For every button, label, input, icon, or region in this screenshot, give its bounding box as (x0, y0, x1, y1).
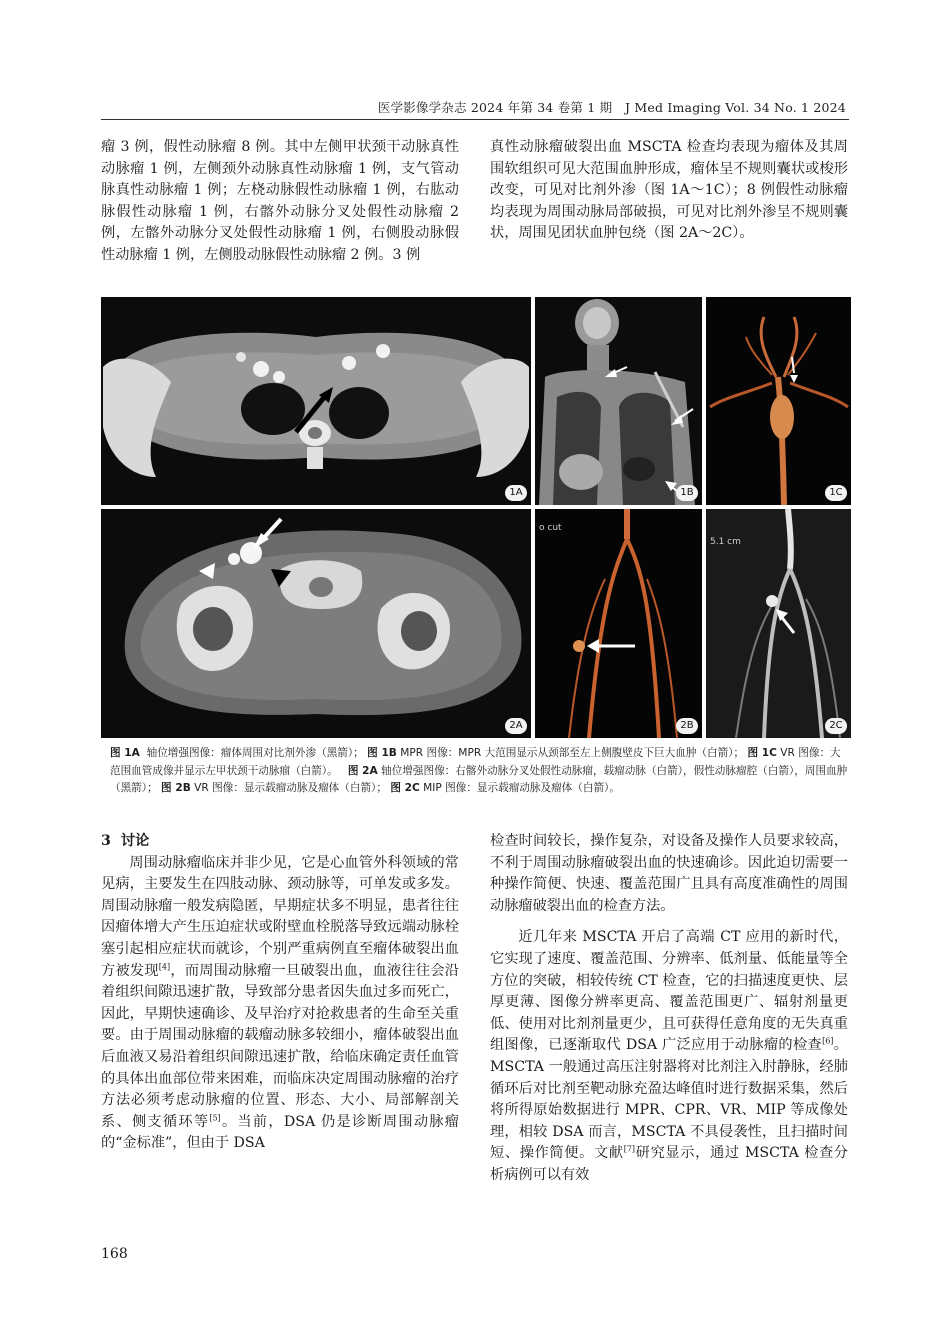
panel-1b-mpr (535, 297, 702, 505)
figure-caption (110, 745, 850, 798)
panel-label-1b: 1B (676, 485, 698, 501)
section-heading (101, 831, 459, 853)
citation: [5] (209, 1112, 221, 1122)
caption-label: 图 1A (110, 747, 140, 759)
caption-label: 图 2C (390, 782, 420, 794)
overlay-text-2b: o cut (539, 523, 562, 533)
text-run: 近几年来 MSCTA 开启了高端 CT 应用的新时代，它实现了速度、覆盖范围、分辨率、低剂量、低能量等全方位的突破，相较传统 CT 检查，它的扫描速度更快、层厚更薄、图像分辨率更高、覆盖范围更广、辐射剂量更低、使用对比剂剂量更少，且可获得任意角度的无失真重组图像，已逐渐取代 DSA 广泛应用于动脉瘤的检查 (490, 929, 848, 1054)
panel-label-1a: 1A (505, 485, 527, 501)
bottom-left-column (101, 831, 459, 1155)
text-run: 。MSCTA 一般通过高压注射器将对比剂注入肘静脉，经肺循环后对比剂至靶动脉充盈达峰值时进行数据采集，然后将所得原始数据进行 MPR、CPR、VR、MIP 等成像处理，相较 DSA 而言，MSCTA 不具侵袭性，且扫描时间短、操作简便。文献 (490, 1037, 848, 1162)
caption-text: VR 图像：大范围血管成像并显示左甲状颈干动脉瘤（白箭）。 (110, 747, 841, 777)
bottom-right-column (490, 831, 848, 1187)
text-run: ，而周围动脉瘤一旦破裂出血，血液往往会沿着组织间隙迅速扩散，导致部分患者因失血过多而死亡，因此，早期快速确诊、及早治疗对抢救患者的生命至关重要。由于周围动脉瘤的载瘤动脉多较细小，瘤体破裂出血后血液又易沿着组织间隙迅速扩散，给临床确定责任血管的具体出血部位带来困难，而临床决定周围动脉瘤的治疗方法必须考虑动脉瘤的位置、形态、大小、局部解剖关系、侧支循环等 (101, 962, 459, 1130)
panel-label-2c: 2C (825, 718, 847, 734)
text-run: 周围动脉瘤临床并非少见，它是心血管外科领域的常见病，主要发生在四肢动脉、颈动脉等，可单发或多发。周围动脉瘤一般发病隐匿，早期症状多不明显，患者往往因瘤体增大产生压迫症状或附壁血栓脱落导致远端动脉栓塞引起相应症状而就诊，个别严重病例直至瘤体破裂出血方被发现 (101, 854, 459, 979)
paragraph: 真性动脉瘤破裂出血 MSCTA 检查均表现为瘤体及其周围软组织可见大范围血肿形成，瘤体呈不规则囊状或梭形改变，可见对比剂外渗（图 1A～1C）；8 例假性动脉瘤均表现为周围动脉局部破损，可见对比剂外渗呈不规则囊状，周围见团状血肿包绕（图 2A～2C）。 (490, 139, 848, 242)
top-left-column (101, 137, 459, 267)
top-right-column (490, 137, 848, 245)
paragraph: 检查时间较长，操作复杂，对设备及操作人员要求较高，不利于周围动脉瘤破裂出血的快速确诊。因此迫切需要一种操作简便、快速、覆盖范围广且具有高度准确性的周围动脉瘤破裂出血的检查方法。 (490, 833, 848, 914)
overlay-text-2c: 5.1 cm (710, 537, 741, 547)
caption-text: MIP 图像：显示载瘤动脉及瘤体（白箭）。 (423, 782, 620, 794)
panel-2a-axial-ct (101, 509, 531, 738)
section-title: 讨论 (120, 833, 150, 849)
header-rule (101, 119, 849, 120)
caption-text: 轴位增强图像：瘤体周围对比剂外渗（黑箭）； (146, 747, 364, 759)
panel-label-2b: 2B (676, 718, 698, 734)
text-run: 。当前，DSA 仍是诊断周围动脉瘤的“金标准”，但由于 DSA (101, 1113, 459, 1152)
paragraph (490, 927, 848, 1186)
running-header: 医学影像学杂志 2024 年第 34 卷第 1 期 J Med Imaging Vol. 34 No. 1 2024 (377, 100, 846, 115)
panel-1c-vr (706, 297, 851, 505)
citation: [4] (158, 961, 171, 971)
panel-2c-mip (706, 509, 851, 738)
panel-2b-vr (535, 509, 702, 738)
page-number: 168 (101, 1246, 128, 1262)
caption-text: 轴位增强图像：右髂外动脉分叉处假性动脉瘤，载瘤动脉（白箭），假性动脉瘤腔（白箭），周围血肿（黑箭）； (110, 764, 848, 794)
caption-label: 图 1C (747, 747, 777, 759)
panel-label-1c: 1C (825, 485, 847, 501)
paragraph (101, 853, 459, 1155)
citation: [6] (822, 1036, 834, 1046)
caption-text: MPR 图像：MPR 大范围显示从颈部至左上侧腹壁皮下巨大血肿（白箭）； (400, 747, 745, 759)
figure-1-2 (101, 297, 851, 738)
caption-label: 图 1B (367, 747, 397, 759)
caption-label: 图 2A (347, 764, 378, 777)
panel-1a-axial-ct (101, 297, 531, 505)
text-run: 研究显示，通过 MSCTA 检查分析病例可以有效 (490, 1145, 848, 1183)
caption-text: VR 图像：显示载瘤动脉及瘤体（白箭）； (194, 782, 387, 794)
panel-label-2a: 2A (505, 718, 527, 734)
paragraph: 瘤 3 例，假性动脉瘤 8 例。其中左侧甲状颈干动脉真性动脉瘤 1 例，左侧颈外动脉真性动脉瘤 1 例，支气管动脉真性动脉瘤 1 例；左桡动脉假性动脉瘤 1 例，右肱动脉假性动脉瘤 1 例，右髂外动脉分叉处假性动脉瘤 2 例，左髂外动脉分叉处假性动脉瘤 1 例，右侧股动脉假性动脉瘤 1 例，左侧股动脉假性动脉瘤 2 例。3 例 (101, 139, 459, 263)
section-number: 3 (101, 833, 111, 849)
caption-label: 图 2B (161, 782, 191, 794)
citation: [7] (623, 1144, 636, 1154)
